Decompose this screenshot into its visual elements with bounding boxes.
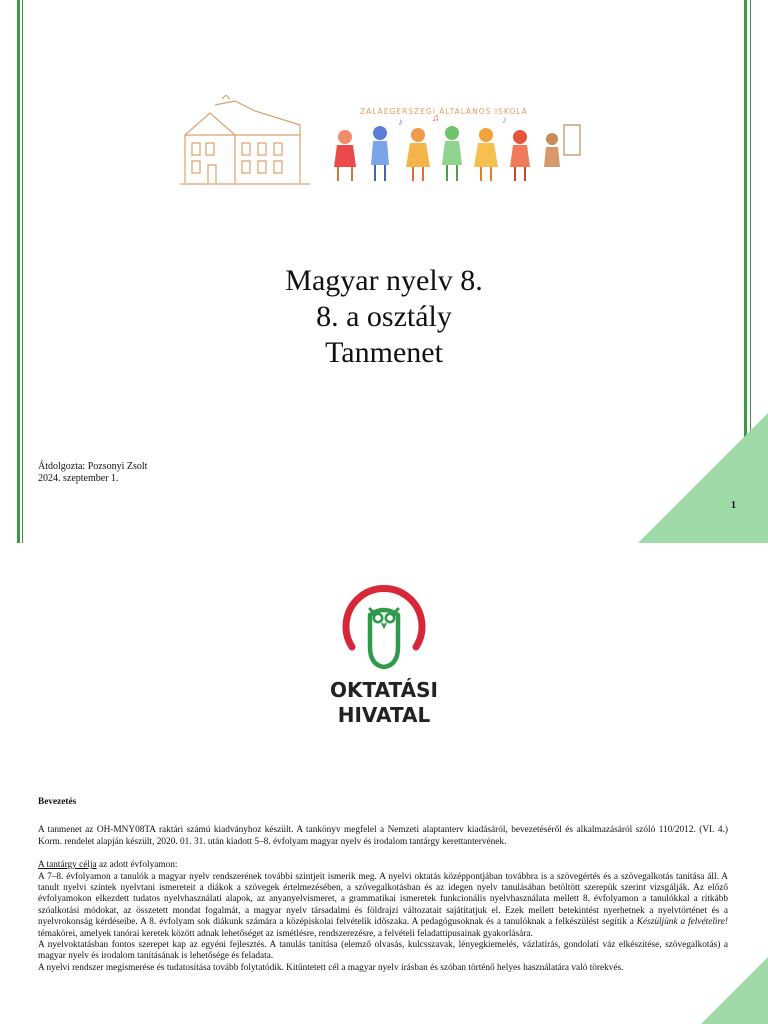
paragraph-2 bbox=[38, 872, 728, 940]
paragraph-4: A nyelvi rendszer megismerése és tudatosítása tovább folytatódik. Kitűntetett cél a magyar nyelv írásban és szóban történő helyes használatára való törekvés. bbox=[38, 962, 624, 973]
title-line-2: 8. a osztály bbox=[316, 300, 452, 333]
author: Átdolgozta: Pozsonyi Zsolt bbox=[38, 461, 148, 472]
title-line-1: Magyar nyelv 8. bbox=[285, 264, 483, 297]
section-heading: Bevezetés bbox=[38, 797, 77, 807]
owl-logo-icon bbox=[338, 585, 430, 677]
paragraph-3: A nyelvoktatásban fontos szerepet kap az egyéni fejlesztés. A tanulás tanítása (elemző olvasás, kulcsszavak, lényegkiemelés, vázlatírás, gondolati váz elkészítése, szövegalkotás) a magyar nyelv és irodalom tanításának is lehetősége és feladata. bbox=[38, 940, 728, 962]
page-number: 1 bbox=[731, 500, 736, 511]
paragraph-2-part-b: témakörei, amelyek tanórai keretek között adnak lehetőséget az ismétlésre, rendszerezésre, a felvételi feladattípusainak gyakorlására. bbox=[38, 928, 533, 939]
author-block bbox=[38, 461, 147, 485]
date: 2024. szeptember 1. bbox=[38, 473, 119, 484]
document-title bbox=[0, 263, 768, 371]
publisher-line-1: OKTATÁSI bbox=[330, 678, 438, 702]
publisher-name bbox=[0, 678, 768, 728]
intro-page bbox=[0, 549, 768, 1024]
goal-line bbox=[38, 860, 728, 871]
paragraph-2-italic: Készüljünk a felvételire! bbox=[636, 917, 728, 928]
goal-rest: az adott évfolyamon: bbox=[96, 860, 178, 871]
svg-text:♪: ♪ bbox=[502, 115, 507, 126]
corner-decoration bbox=[638, 413, 768, 543]
school-name: ZALAEGERSZEGI ÁLTALÁNOS ISKOLA bbox=[360, 107, 528, 116]
intro-content bbox=[38, 797, 728, 974]
paragraph-1: A tanmenet az OH-MNY08TA raktári számú kiadványhoz készült. A tankönyv megfelel a Nemzeti alaptanterv kiadásáról, bevezetéséről és alkalmazásáról szóló 110/2012. (VI. 4.) Korm. rendelet alapján készült, 2020. 01. 31. után kiadott 5–8. évfolyam magyar nyelv és irodalom tantárgy kerettantervének. bbox=[38, 825, 728, 847]
paragraph-2-part-a: A 7–8. évfolyamon a tanulók a magyar nyelv rendszerének további szintjeit ismerik meg. A nyelvi oktatás középpontjában továbbra is a szövegértés és a szövegalkotás tanítása áll. A tanult nyelvi szintek nyelvtani ismereteit a diákok a szövegek értelmezésében, a szövegalkotásban és az idegen nyelv tanulásában betöltött szerepük szerint vizsgálják. Az előző évfolyamokon elkezdett tudatos nyelvhasználati alapok, az anyanyelvismeret, a grammatikai ismeretek funkcionális nyelvhasználata mellett 8. évfolyamon a tanulókkal a ritkább szóalkotási módokat, az összetett mondat fogalmát, a magyar nyelv társadalmi és földrajzi változatait sajátítatjuk el. Ezek mellett betekintést nyerhetnek a nyelvtörténet és a nyelvrokonság kérdéseibe. A 8. évfolyam sok diákunk számára a középiskolai felvételik időszaka. A pedagógusoknak és a tanulóknak a felkészülést segítik a bbox=[38, 871, 728, 928]
svg-text:♪: ♪ bbox=[398, 117, 403, 128]
goal-underlined: A tantárgy célja bbox=[38, 860, 97, 871]
title-line-3: Tanmenet bbox=[325, 336, 443, 369]
svg-text:♫: ♫ bbox=[432, 113, 440, 124]
publisher-line-2: HIVATAL bbox=[337, 703, 431, 727]
